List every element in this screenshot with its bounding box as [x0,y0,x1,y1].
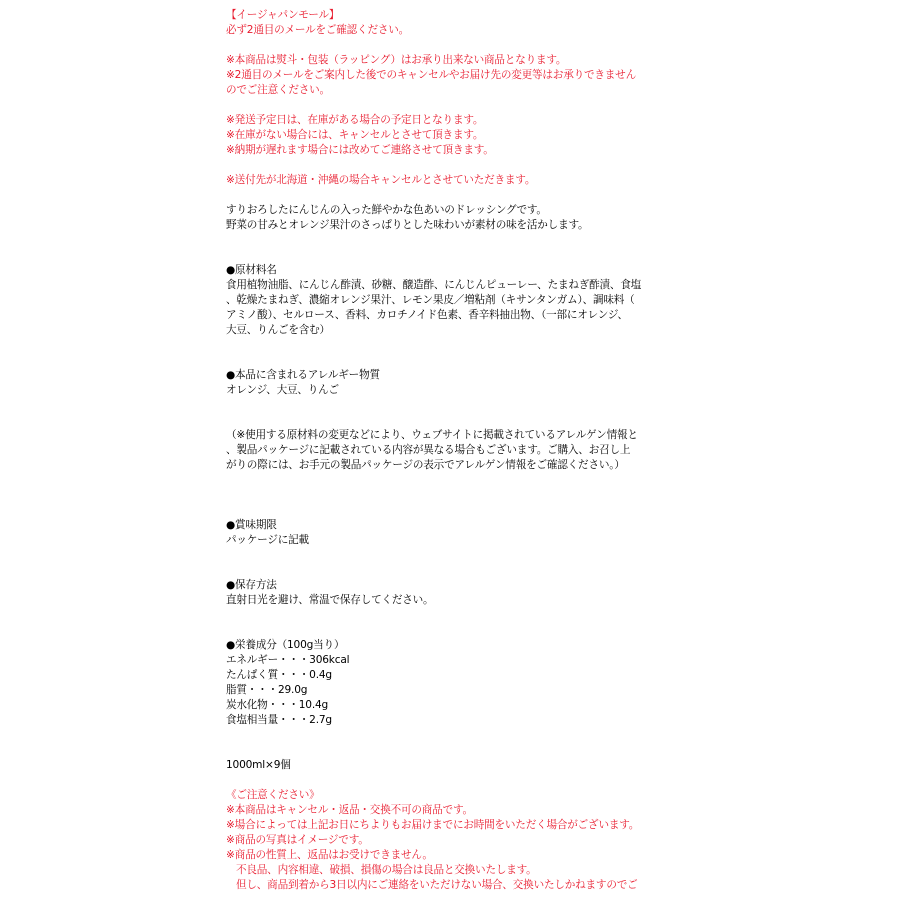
allergen-note-line: がりの際には、お手元の製品パッケージの表示でアレルゲン情報をご確認ください。） [226,459,625,471]
caution-sub-line: 但し、商品到着から3日以内にご連絡をいただけない場合、交換いたしかねますのでご [236,879,638,891]
quantity: 1000ml×9個 [226,759,291,771]
ingredients-line: 食用植物油脂、にんじん酢漬、砂糖、醸造酢、にんじんピューレー、たまねぎ酢漬、食塩 [226,279,642,291]
caution-sub-line: 不良品、内容相違、破損、損傷の場合は良品と交換いたします。 [236,864,537,876]
storage-value: 直射日光を避け、常温で保存してください。 [226,594,434,606]
caution-line: ※本商品はキャンセル・返品・交換不可の商品です。 [226,804,473,816]
allergens-heading: ●本品に含まれるアレルギー物質 [226,369,380,381]
nutrition-fat: 脂質・・・29.0g [226,684,308,696]
confirm-email-notice: 必ず2通目のメールをご確認ください。 [226,24,410,36]
nutrition-heading: ●栄養成分（100g当り） [226,639,345,651]
ingredients-heading: ●原材料名 [226,264,277,276]
nutrition-energy: エネルギー・・・306kcal [226,654,350,666]
nutrition-protein: たんぱく質・・・0.4g [226,669,332,681]
allergens-value: オレンジ、大豆、りんご [226,384,339,396]
region-notice: ※送付先が北海道・沖縄の場合キャンセルとさせていただきます。 [226,174,536,186]
caution-line: ※商品の写真はイメージです。 [226,834,369,846]
caution-heading: 《ご注意ください》 [226,789,320,801]
ingredients-line: 大豆、りんごを含む） [226,324,330,336]
product-description [226,8,866,893]
allergen-note-line: （※使用する原材料の変更などにより、ウェブサイトに掲載されているアレルゲン情報と [226,429,638,441]
allergen-note-line: 、製品パッケージに記載されている内容が異なる場合もございます。ご購入、お召し上 [226,444,631,456]
shipping-date-notice: ※発送予定日は、在庫がある場合の予定日となります。 [226,114,484,126]
delay-notice: ※納期が遅れます場合には改めてご連絡させて頂きます。 [226,144,494,156]
ingredients-line: アミノ酸）、セルロース、香料、カロチノイド色素、香辛料抽出物、（一部にオレンジ、 [226,309,628,321]
wrapping-notice: ※本商品は熨斗・包装（ラッピング）はお承り出来ない商品となります。 [226,54,567,66]
ingredients-line: 、乾燥たまねぎ、濃縮オレンジ果汁、レモン果皮／増粘剤（キサンタンガム）、調味料（ [226,294,635,306]
best-before-heading: ●賞味期限 [226,519,277,531]
nutrition-carbs: 炭水化物・・・10.4g [226,699,329,711]
caution-line: ※場合によっては上記お日にちよりもお届けまでにお時間をいただく場合がございます。 [226,819,640,831]
cancel-notice: ※2通目のメールをご案内した後でのキャンセルやお届け先の変更等はお承りできません [226,69,636,81]
description-line: すりおろしたにんじんの入った鮮やかな色あいのドレッシングです。 [226,204,547,216]
cancel-notice-cont: のでご注意ください。 [226,84,330,96]
shop-name: 【イージャパンモール】 [226,9,340,21]
best-before-value: パッケージに記載 [226,534,309,546]
storage-heading: ●保存方法 [226,579,277,591]
out-of-stock-notice: ※在庫がない場合には、キャンセルとさせて頂きます。 [226,129,484,141]
description-line: 野菜の甘みとオレンジ果汁のさっぱりとした味わいが素材の味を活かします。 [226,219,589,231]
caution-line: ※商品の性質上、返品はお受けできません。 [226,849,433,861]
nutrition-salt: 食塩相当量・・・2.7g [226,714,332,726]
